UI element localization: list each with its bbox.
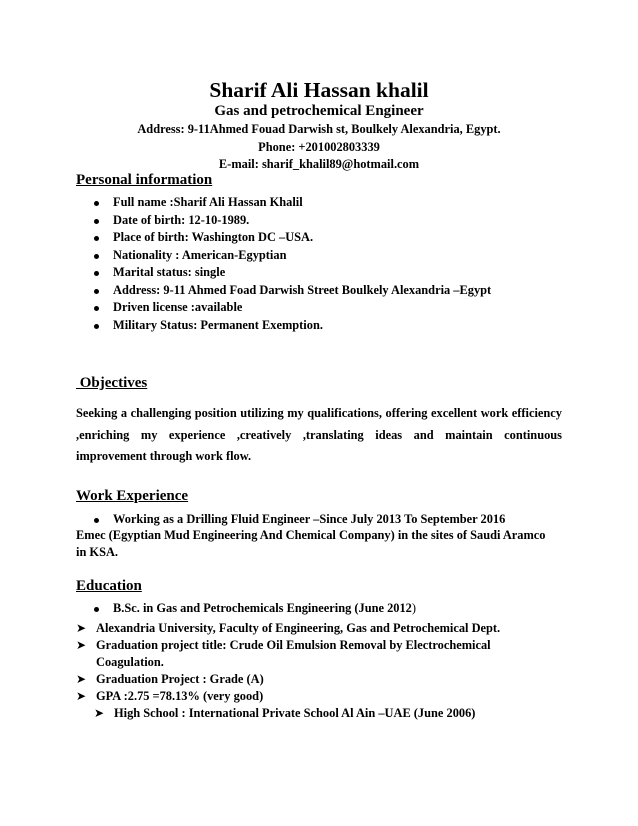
contact-phone: Phone: +201002803339 xyxy=(258,139,380,154)
work-item-title: Working as a Drilling Fluid Engineer –Since July 2013 To September 2016 xyxy=(113,512,506,526)
list-item-text: Nationality : American-Egyptian xyxy=(113,247,287,262)
list-item-text: Full name :Sharif Ali Hassan Khalil xyxy=(113,195,303,209)
bullet-dot xyxy=(94,518,99,523)
arrow-bullet-icon: ➤ xyxy=(76,689,87,703)
education-gpa: GPA :2.75 =78.13% (very good) xyxy=(96,689,264,703)
work-item-company: Emec (Egyptian Mud Engineering And Chemical Company) in the sites of Saudi Aramco xyxy=(76,528,546,542)
education-heading: Education xyxy=(76,578,142,594)
contact-address: Address: 9-11Ahmed Fouad Darwish st, Boulkely Alexandria, Egypt. xyxy=(137,122,501,136)
list-item-text: Military Status: Permanent Exemption. xyxy=(113,317,323,332)
bullet-dot xyxy=(94,607,99,612)
arrow-bullet-icon: ➤ xyxy=(94,706,105,720)
work-item-location: in KSA. xyxy=(76,545,119,559)
arrow-bullet-icon: ➤ xyxy=(76,621,87,635)
personal-info-heading: Personal information xyxy=(76,172,213,188)
education-degree-text: B.Sc. in Gas and Petrochemicals Engineering (June 2012 xyxy=(113,601,412,615)
list-item-text: Marital status: single xyxy=(113,265,226,279)
list-item-text: Address: 9-11 Ahmed Foad Darwish Street Boulkely Alexandria –Egypt xyxy=(113,282,492,297)
list-item-text: Driven license :available xyxy=(113,300,243,314)
candidate-title: Gas and petrochemical Engineer xyxy=(214,103,424,119)
education-university: Alexandria University, Faculty of Engineering, Gas and Petrochemical Dept. xyxy=(96,621,501,635)
arrow-bullet-icon: ➤ xyxy=(76,638,87,652)
education-project-title: Graduation project title: Crude Oil Emulsion Removal by Electrochemical xyxy=(96,638,491,652)
education-project-title-cont: Coagulation. xyxy=(96,655,164,669)
list-item-text: Date of birth: 12-10-1989. xyxy=(113,212,250,227)
objectives-heading: Objectives xyxy=(76,375,148,391)
resume-header xyxy=(0,78,638,174)
list-item-text: Place of birth: Washington DC –USA. xyxy=(113,230,314,244)
candidate-name: Sharif Ali Hassan khalil xyxy=(209,78,429,102)
objectives-text: Seeking a challenging position utilizing my qualifications, offering excellent work efficiency ,enriching my experience ,creatively ,translating ideas and maintain continuous improvement through work flow. xyxy=(76,406,562,463)
arrow-bullet-icon: ➤ xyxy=(76,672,87,686)
work-experience-heading: Work Experience xyxy=(76,488,189,504)
education-high-school: High School : International Private School Al Ain –UAE (June 2006) xyxy=(114,706,476,720)
education-degree xyxy=(113,600,416,618)
education-degree-paren: ) xyxy=(411,601,417,615)
education-project-grade: Graduation Project : Grade (A) xyxy=(96,672,264,686)
contact-email: E-mail: sharif_khalil89@hotmail.com xyxy=(218,157,420,171)
